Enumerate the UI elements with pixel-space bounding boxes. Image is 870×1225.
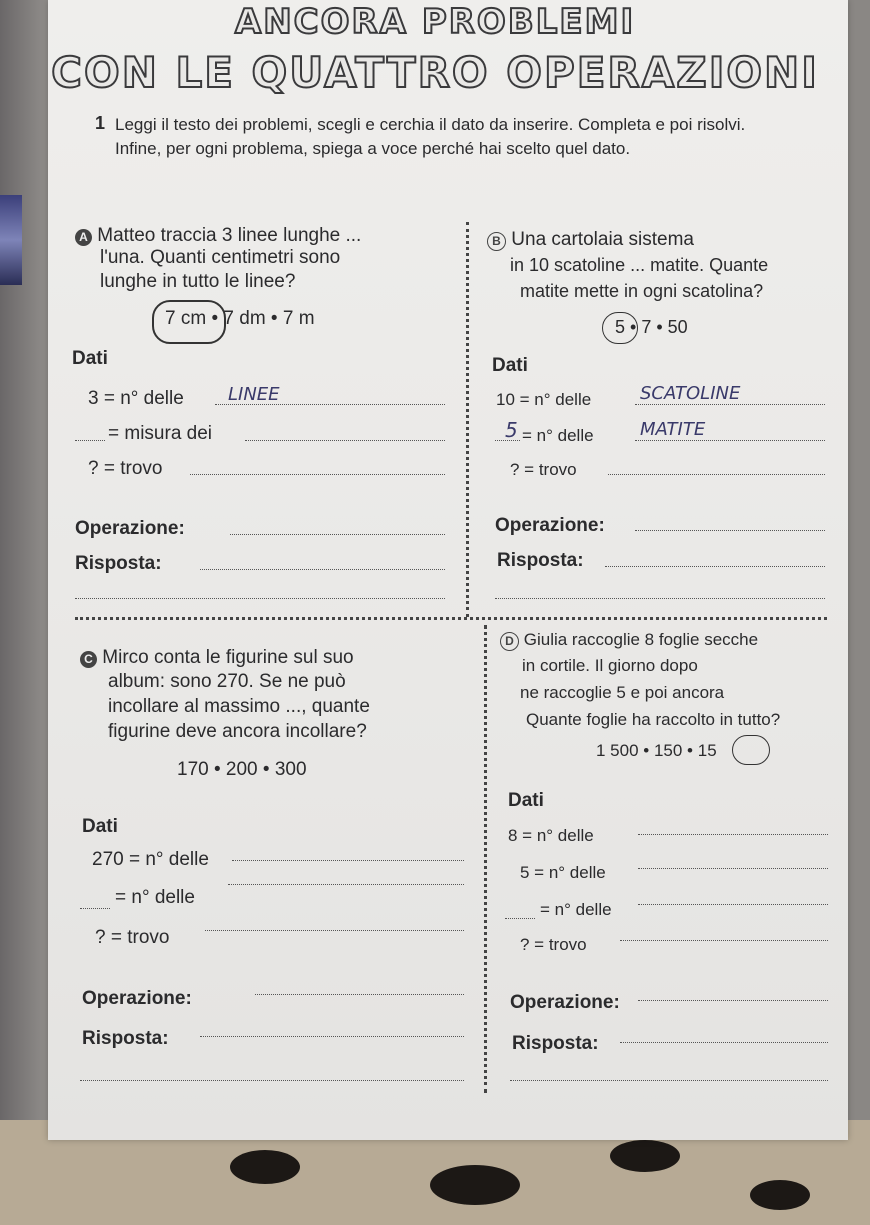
problem-c-line1: Mirco conta le figurine sul suo — [102, 647, 354, 668]
problem-a-line2: l'una. Quanti centimetri sono — [100, 247, 341, 268]
answer-line — [190, 474, 445, 475]
page-title-line2: CON LE QUATTRO OPERAZIONI — [51, 48, 819, 97]
problem-c-row1-label: 270 = n° delle — [92, 849, 209, 870]
problem-b-row1-label: 10 = n° delle — [496, 390, 592, 409]
problem-b-row2-prefix[interactable]: 5 — [505, 418, 518, 442]
answer-line — [80, 908, 110, 909]
answer-line — [620, 940, 828, 941]
answer-line — [205, 930, 464, 931]
problem-c-dati-label: Dati — [82, 816, 118, 837]
problem-c-row3-label: ? = trovo — [95, 927, 170, 948]
problem-a-row1-label: 3 = n° delle — [88, 388, 184, 409]
problem-d-line4: Quante foglie ha raccolto in tutto? — [526, 710, 781, 729]
problem-b-operazione-label: Operazione: — [495, 515, 605, 536]
option[interactable]: 1 500 — [596, 741, 639, 760]
problem-b-options: 5 • 7 • 50 — [615, 317, 688, 337]
problem-c-badge: C — [80, 651, 97, 668]
answer-line — [75, 440, 105, 441]
problem-b-row3-label: ? = trovo — [510, 460, 577, 479]
leopard-spot — [610, 1140, 680, 1172]
problem-d-row3-label: = n° delle — [540, 900, 612, 919]
option[interactable]: 7 cm — [165, 308, 207, 329]
problem-b-dati-label: Dati — [492, 355, 528, 376]
option[interactable]: 150 — [653, 741, 683, 760]
answer-line — [495, 598, 825, 599]
problem-d-badge: D — [500, 632, 519, 651]
answer-line — [80, 1080, 464, 1081]
row-divider — [75, 617, 827, 620]
column-divider-bottom — [484, 625, 487, 1093]
problem-a-line1: Matteo traccia 3 linee lunghe ... — [97, 225, 362, 246]
answer-line — [232, 860, 464, 861]
background-fabric — [0, 195, 22, 285]
answer-line — [495, 440, 520, 441]
answer-line — [228, 884, 464, 885]
problem-b-row1-answer[interactable]: SCATOLINE — [640, 383, 741, 404]
problem-c-line3: incollare al massimo ..., quante — [108, 696, 370, 717]
problem-a-row3-label: ? = trovo — [88, 458, 163, 479]
answer-line — [510, 1080, 828, 1081]
option[interactable]: 7 dm — [223, 308, 266, 329]
answer-line — [635, 440, 825, 441]
answer-line — [635, 404, 825, 405]
problem-b-line3: matite mette in ogni scatolina? — [520, 281, 764, 301]
answer-line — [620, 1042, 828, 1043]
page-title-line1: ANCORA PROBLEMI — [234, 2, 636, 42]
problem-a-operazione-label: Operazione: — [75, 518, 185, 539]
answer-line — [608, 474, 825, 475]
answer-line — [255, 994, 464, 995]
option[interactable]: 7 — [641, 317, 652, 337]
problem-d-line3: ne raccoglie 5 e poi ancora — [520, 683, 725, 702]
problem-b-line1: Una cartolaia sistema — [511, 229, 694, 250]
problem-b-badge: B — [487, 232, 506, 251]
option[interactable]: 200 — [225, 759, 258, 780]
problem-a-line3: lunghe in tutto le linee? — [100, 271, 296, 292]
problem-b-row2-label: = n° delle — [522, 426, 594, 445]
problem-b-text — [487, 226, 694, 253]
problem-d-line2: in cortile. Il giorno dopo — [522, 656, 698, 675]
problem-d-row4-label: ? = trovo — [520, 935, 587, 954]
problem-d-row2-label: 5 = n° delle — [520, 863, 606, 882]
problem-d-text — [500, 626, 758, 653]
problem-c-row2-label: = n° delle — [115, 887, 195, 908]
answer-line — [638, 834, 828, 835]
option[interactable]: 170 — [177, 759, 209, 780]
problem-b-row2-answer[interactable]: MATITE — [640, 419, 706, 440]
problem-a-risposta-label: Risposta: — [75, 553, 162, 574]
problem-a-options: 7 cm • 7 dm • 7 m — [165, 308, 315, 329]
answer-line — [605, 566, 825, 567]
option[interactable]: 15 — [697, 741, 717, 760]
problem-c-risposta-label: Risposta: — [82, 1028, 169, 1049]
problem-d-line1: Giulia raccoglie 8 foglie secche — [523, 630, 759, 649]
answer-line — [245, 440, 445, 441]
problem-c-line4: figurine deve ancora incollare? — [108, 721, 367, 742]
answer-line — [635, 530, 825, 531]
problem-b-line2: in 10 scatoline ... matite. Quante — [510, 255, 769, 275]
problem-c-text — [80, 644, 354, 671]
problem-c-operazione-label: Operazione: — [82, 988, 192, 1009]
problem-a-row2-label: = misura dei — [108, 423, 213, 444]
answer-line — [505, 918, 535, 919]
answer-line — [638, 868, 828, 869]
exercise-instructions: Leggi il testo dei problemi, scegli e cerchia il dato da inserire. Completa e poi risolvi. Infine, per ogni problema, spiega a voce perché hai scelto quel dato. — [115, 115, 746, 158]
problem-d-operazione-label: Operazione: — [510, 992, 620, 1013]
problem-a-row1-answer[interactable]: LINEE — [228, 384, 280, 405]
circled-option — [732, 735, 770, 765]
option[interactable]: 5 — [615, 317, 626, 337]
problem-b-risposta-label: Risposta: — [497, 550, 584, 571]
option[interactable]: 300 — [274, 759, 307, 780]
answer-line — [638, 1000, 828, 1001]
problem-a-badge: A — [75, 229, 92, 246]
column-divider-top — [466, 222, 469, 617]
leopard-spot — [750, 1180, 810, 1210]
option[interactable]: 7 m — [282, 308, 315, 329]
leopard-spot — [430, 1165, 520, 1205]
leopard-spot — [230, 1150, 300, 1184]
answer-line — [230, 534, 445, 535]
problem-c-line2: album: sono 270. Se ne può — [108, 671, 346, 692]
answer-line — [75, 598, 445, 599]
problem-a-dati-label: Dati — [72, 348, 108, 369]
problem-d-options: 1 500 • 150 • 15 — [596, 741, 717, 760]
worksheet-page — [48, 0, 848, 1140]
problem-d-risposta-label: Risposta: — [512, 1033, 599, 1054]
problem-d-row1-label: 8 = n° delle — [508, 826, 594, 845]
answer-line — [200, 1036, 464, 1037]
answer-line — [200, 569, 445, 570]
option[interactable]: 50 — [667, 317, 688, 337]
exercise-number: 1 — [95, 113, 106, 133]
answer-line — [638, 904, 828, 905]
problem-d-dati-label: Dati — [508, 790, 544, 811]
problem-c-options: 170 • 200 • 300 — [177, 759, 307, 780]
